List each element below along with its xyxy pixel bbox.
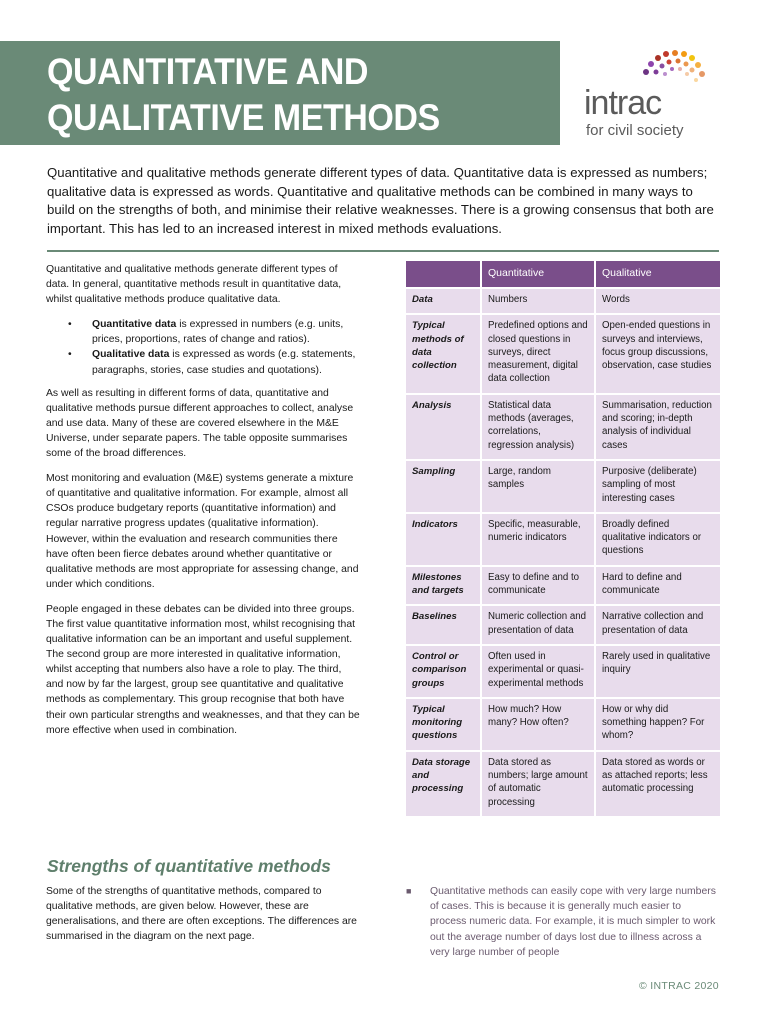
table-cell-quantitative: How much? How many? How often?	[481, 698, 595, 751]
title-line-2: QUALITATIVE METHODS	[47, 97, 440, 138]
table-row-label: Typical methods of data collection	[406, 314, 481, 393]
table-cell-quantitative: Easy to define and to communicate	[481, 566, 595, 606]
table-cell-quantitative: Data stored as numbers; large amount of automatic processing	[481, 751, 595, 816]
list-item-text: is expressed as words (e.g. statements, paragraphs, stories, case studies and quotations).	[92, 349, 356, 376]
table-cell-qualitative: Open-ended questions in surveys and interviews, focus group discussions, observation, case studies	[595, 314, 720, 393]
table-row	[406, 698, 720, 751]
logo-wordmark: intrac	[584, 84, 662, 122]
table-cell-qualitative: Broadly defined qualitative indicators or questions	[595, 513, 720, 566]
bullet-square-icon: ■	[406, 886, 412, 896]
table-cell-qualitative: Hard to define and communicate	[595, 566, 720, 606]
table-cell-qualitative: Data stored as words or as attached reports; less automatic processing	[595, 751, 720, 816]
table-row-label: Indicators	[406, 513, 481, 566]
data-type-list	[46, 317, 360, 377]
table-cell-quantitative: Often used in experimental or quasi-experimental methods	[481, 645, 595, 698]
table-cell-qualitative: Rarely used in qualitative inquiry	[595, 645, 720, 698]
table-row	[406, 513, 720, 566]
table-row-label: Data	[406, 288, 481, 314]
logo-tagline: for civil society	[586, 122, 684, 139]
table-row-label: Analysis	[406, 394, 481, 460]
table-row-label: Sampling	[406, 460, 481, 513]
table-row-label: Milestones and targets	[406, 566, 481, 606]
table-row-label: Baselines	[406, 605, 481, 645]
table-row	[406, 645, 720, 698]
table-header-row	[406, 261, 720, 288]
table-row	[406, 394, 720, 460]
strengths-bullet-text: Quantitative methods can easily cope with very large numbers of cases. This is because it is generally much easier to process numeric data. For example, it is much simpler to work out the average number of days lost due to illness across a very large number of people	[430, 886, 716, 958]
table-header-qualitative: Qualitative	[595, 261, 720, 288]
table-row	[406, 288, 720, 314]
table-cell-qualitative: How or why did something happen? For whom?	[595, 698, 720, 751]
table-row	[406, 751, 720, 816]
table-cell-quantitative: Predefined options and closed questions in surveys, direct measurement, digital data collection	[481, 314, 595, 393]
title-line-1: QUANTITATIVE AND	[47, 51, 369, 92]
table-row-label: Control or comparison groups	[406, 645, 481, 698]
table-cell-quantitative: Numbers	[481, 288, 595, 314]
list-item-text: is expressed in numbers (e.g. units, prices, proportions, rates of change and ratios).	[92, 319, 344, 346]
table-cell-qualitative: Words	[595, 288, 720, 314]
table-cell-quantitative: Specific, measurable, numeric indicators	[481, 513, 595, 566]
left-column	[46, 262, 360, 748]
table-cell-qualitative: Narrative collection and presentation of data	[595, 605, 720, 645]
list-item-term: Qualitative data	[92, 349, 170, 361]
table-row	[406, 566, 720, 606]
paragraph-4: People engaged in these debates can be divided into three groups. The first value quantitative information most, whilst recognising that qualitative information can be an important and useful supplement. The second group are more interested in qualitative information, whilst accepting that numbers also have a role to play. The third, and now by far the largest, group see quantitative and qualitative methods as complementary. This group recognise that both have their own particular strengths and weaknesses, and that they can be more effective when used in combination.	[46, 603, 360, 736]
intrac-logo	[584, 48, 724, 143]
table-row-label: Typical monitoring questions	[406, 698, 481, 751]
strengths-paragraph: Some of the strengths of quantitative methods, compared to qualitative methods, are given below. However, these are generalisations, and there are often exceptions. The differences are summarised in the diagram on the next page.	[46, 886, 357, 943]
comparison-table	[406, 261, 720, 816]
page-title	[47, 49, 440, 141]
paragraph-3: Most monitoring and evaluation (M&E) systems generate a mixture of quantitative and qualitative information. For example, almost all CSOs produce budgetary reports (quantitative information) and regular narrative progress updates (qualitative information). However, within the evaluation and research communities there have often been fierce debates around whether quantitative or qualitative methods are most appropriate for assessing change, and under which conditions.	[46, 473, 359, 590]
table-cell-qualitative: Summarisation, reduction and scoring; in-depth analysis of individual cases	[595, 394, 720, 460]
table-row	[406, 314, 720, 393]
table-cell-quantitative: Numeric collection and presentation of data	[481, 605, 595, 645]
table-row-label: Data storage and processing	[406, 751, 481, 816]
list-item	[92, 317, 360, 347]
strengths-heading: Strengths of quantitative methods	[47, 856, 331, 876]
intro-paragraph: Quantitative and qualitative methods generate different types of data. Quantitative data is expressed as numbers; qualitative data is expressed as words. Quantitative and qualitative methods can be combined in many ways to build on the strengths of both, and minimise their relative weaknesses. There is a growing consensus that both are important. This has led to an increased interest in mixed methods evaluations.	[47, 165, 714, 236]
table-cell-quantitative: Large, random samples	[481, 460, 595, 513]
table-cell-qualitative: Purposive (deliberate) sampling of most interesting cases	[595, 460, 720, 513]
table-row	[406, 605, 720, 645]
paragraph-1: Quantitative and qualitative methods generate different types of data. In general, quantitative methods result in quantitative data, whilst qualitative methods produce qualitative data.	[46, 264, 342, 306]
list-item	[92, 347, 360, 377]
table-row	[406, 460, 720, 513]
paragraph-2: As well as resulting in different forms of data, quantitative and qualitative methods pursue different approaches to collect, analyse and use data. Many of these are covered elsewhere in the M&E Universe, under separate papers. The table opposite summarises some of the broad differences.	[46, 387, 354, 460]
copyright-footer: © INTRAC 2020	[639, 980, 719, 992]
table-header-quantitative: Quantitative	[481, 261, 595, 288]
section-divider	[47, 250, 719, 252]
list-item-term: Quantitative data	[92, 319, 177, 331]
title-banner	[0, 41, 560, 145]
table-cell-quantitative: Statistical data methods (averages, correlations, regression analysis)	[481, 394, 595, 460]
table-header-blank	[406, 261, 481, 288]
